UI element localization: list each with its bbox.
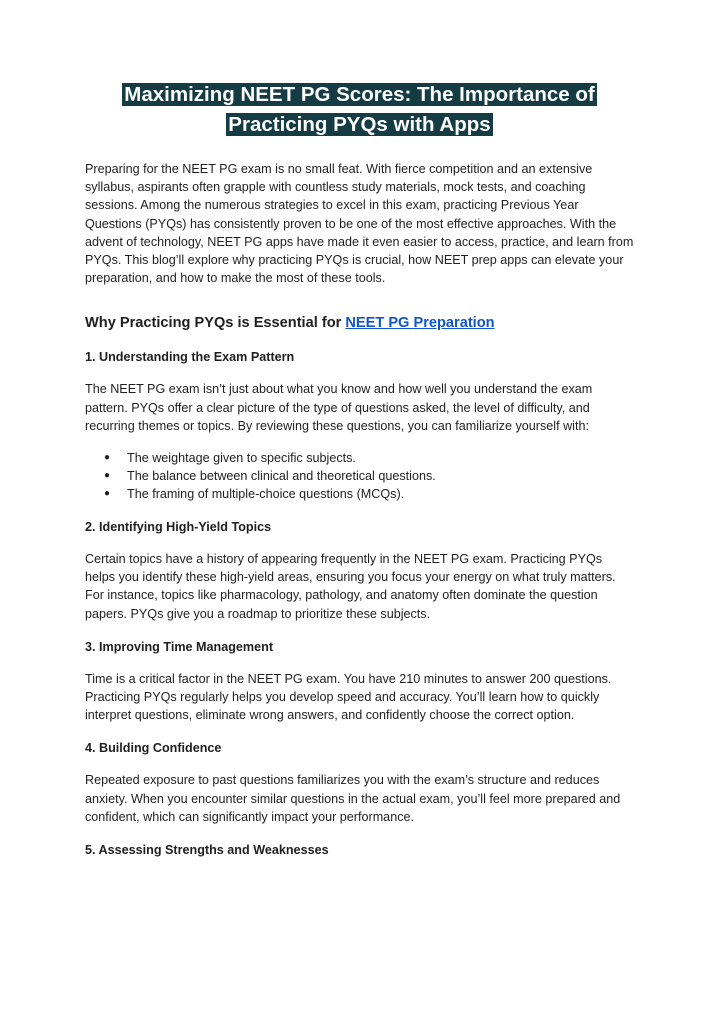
list-item: ● The weightage given to specific subjects. (104, 451, 356, 466)
point-4-heading: 4. Building Confidence (85, 741, 222, 756)
list-item: ● The balance between clinical and theoretical questions. (104, 469, 436, 484)
point-1-body: The NEET PG exam isn’t just about what you know and how well you understand the exam pattern. PYQs offer a clear picture of the type of questions asked, the level of difficulty, and recurring themes or topics. By reviewing these questions, you can familiarize yourself with: (85, 382, 593, 433)
bullet-icon: ● (104, 452, 111, 464)
intro-paragraph: Preparing for the NEET PG exam is no small feat. With fierce competition and an extensive syllabus, aspirants often grapple with countless study materials, mock tests, and coaching sessions. Among the numerous strategies to excel in this exam, practicing Previous Year Questions (PYQs) has consistently proven to be one of the most effective approaches. With the advent of technology, NEET PG apps have made it even easier to access, practice, and learn from PYQs. This blog’ll explore why practicing PYQs is crucial, how NEET prep apps can elevate your preparation, and how to make the most of these tools. (85, 162, 634, 286)
page-title (85, 80, 634, 140)
bullet-icon: ● (104, 470, 111, 482)
section-heading (85, 313, 634, 333)
point-2-heading: 2. Identifying High-Yield Topics (85, 520, 272, 535)
point-3-body: Time is a critical factor in the NEET PG exam. You have 210 minutes to answer 200 questions. Practicing PYQs regularly helps you develop speed and accuracy. You’ll learn how to quickly interpret questions, eliminate wrong answers, and confidently choose the correct option. (85, 671, 612, 723)
point-3-heading: 3. Improving Time Management (85, 639, 274, 654)
bullet-icon: ● (104, 488, 111, 500)
list-item: ● The framing of multiple-choice questions (MCQs). (104, 487, 405, 502)
title-line-2: Practicing PYQs with Apps (228, 113, 491, 136)
point-4-body: Repeated exposure to past questions familiarizes you with the exam’s structure and reduces anxiety. When you encounter similar questions in the actual exam, you’ll feel more prepared and confident, which can significantly impact your performance. (85, 773, 621, 824)
point-2-body: Certain topics have a history of appearing frequently in the NEET PG exam. Practicing PYQs helps you identify these high-yield areas, ensuring you focus your energy on what truly matters. For instance, topics like pharmacology, pathology, and anatomy often dominate the question papers. PYQs give you a roadmap to prioritize these subjects. (85, 552, 616, 621)
document-page (0, 80, 720, 1011)
section-heading-text: Why Practicing PYQs is Essential for (85, 315, 346, 332)
title-line-1: Maximizing NEET PG Scores: The Importance of (124, 83, 595, 106)
point-1-bullet-list (85, 449, 634, 503)
point-5-heading: 5. Assessing Strengths and Weaknesses (85, 843, 329, 858)
neet-pg-preparation-link[interactable]: NEET PG Preparation (345, 315, 495, 332)
point-1-heading: 1. Understanding the Exam Pattern (85, 350, 295, 365)
